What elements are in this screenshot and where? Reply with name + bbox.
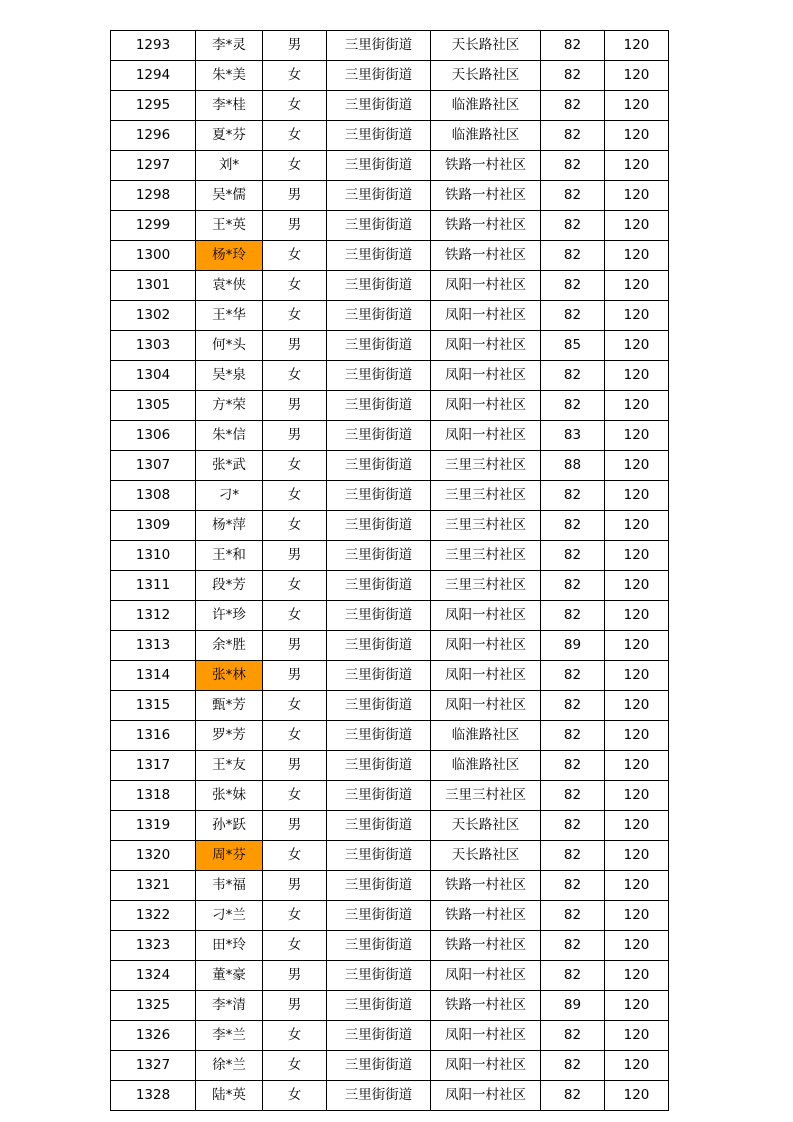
name-cell: 田*玲 — [196, 931, 263, 961]
gender-cell: 女 — [263, 481, 327, 511]
row-number-cell: 1309 — [111, 511, 196, 541]
score-cell: 85 — [541, 331, 605, 361]
gender-cell: 男 — [263, 211, 327, 241]
name-cell: 夏*芬 — [196, 121, 263, 151]
name-cell: 张*武 — [196, 451, 263, 481]
street-cell: 三里街街道 — [327, 841, 431, 871]
community-cell: 铁路一村社区 — [431, 211, 541, 241]
total-cell: 120 — [605, 541, 669, 571]
name-cell: 王*和 — [196, 541, 263, 571]
roster-table-body — [111, 31, 669, 1111]
total-cell: 120 — [605, 1051, 669, 1081]
row-number-cell: 1298 — [111, 181, 196, 211]
street-cell: 三里街街道 — [327, 691, 431, 721]
street-cell: 三里街街道 — [327, 721, 431, 751]
street-cell: 三里街街道 — [327, 181, 431, 211]
score-cell: 82 — [541, 661, 605, 691]
gender-cell: 女 — [263, 271, 327, 301]
total-cell: 120 — [605, 601, 669, 631]
row-number-cell: 1323 — [111, 931, 196, 961]
score-cell: 82 — [541, 571, 605, 601]
street-cell: 三里街街道 — [327, 151, 431, 181]
score-cell: 82 — [541, 841, 605, 871]
score-cell: 82 — [541, 211, 605, 241]
score-cell: 82 — [541, 1021, 605, 1051]
score-cell: 89 — [541, 991, 605, 1021]
street-cell: 三里街街道 — [327, 61, 431, 91]
row-number-cell: 1307 — [111, 451, 196, 481]
street-cell: 三里街街道 — [327, 301, 431, 331]
community-cell: 凤阳一村社区 — [431, 271, 541, 301]
street-cell: 三里街街道 — [327, 991, 431, 1021]
score-cell: 82 — [541, 751, 605, 781]
gender-cell: 男 — [263, 181, 327, 211]
table-row — [111, 121, 669, 151]
row-number-cell: 1316 — [111, 721, 196, 751]
score-cell: 82 — [541, 31, 605, 61]
table-row — [111, 451, 669, 481]
row-number-cell: 1310 — [111, 541, 196, 571]
table-row — [111, 601, 669, 631]
table-row — [111, 241, 669, 271]
score-cell: 82 — [541, 271, 605, 301]
community-cell: 天长路社区 — [431, 61, 541, 91]
total-cell: 120 — [605, 391, 669, 421]
table-row — [111, 61, 669, 91]
community-cell: 临淮路社区 — [431, 91, 541, 121]
community-cell: 凤阳一村社区 — [431, 961, 541, 991]
total-cell: 120 — [605, 691, 669, 721]
community-cell: 三里三村社区 — [431, 481, 541, 511]
score-cell: 88 — [541, 451, 605, 481]
row-number-cell: 1297 — [111, 151, 196, 181]
community-cell: 三里三村社区 — [431, 451, 541, 481]
gender-cell: 女 — [263, 931, 327, 961]
name-cell: 杨*玲 — [196, 241, 263, 271]
score-cell: 82 — [541, 151, 605, 181]
total-cell: 120 — [605, 781, 669, 811]
score-cell: 82 — [541, 181, 605, 211]
street-cell: 三里街街道 — [327, 331, 431, 361]
gender-cell: 男 — [263, 661, 327, 691]
table-row — [111, 1081, 669, 1111]
community-cell: 三里三村社区 — [431, 571, 541, 601]
gender-cell: 女 — [263, 781, 327, 811]
total-cell: 120 — [605, 481, 669, 511]
name-cell: 王*友 — [196, 751, 263, 781]
table-row — [111, 421, 669, 451]
street-cell: 三里街街道 — [327, 121, 431, 151]
total-cell: 120 — [605, 151, 669, 181]
street-cell: 三里街街道 — [327, 31, 431, 61]
name-cell: 甄*芳 — [196, 691, 263, 721]
row-number-cell: 1328 — [111, 1081, 196, 1111]
gender-cell: 男 — [263, 421, 327, 451]
score-cell: 82 — [541, 541, 605, 571]
score-cell: 82 — [541, 781, 605, 811]
community-cell: 凤阳一村社区 — [431, 1051, 541, 1081]
gender-cell: 女 — [263, 121, 327, 151]
gender-cell: 女 — [263, 361, 327, 391]
name-cell: 方*荣 — [196, 391, 263, 421]
street-cell: 三里街街道 — [327, 571, 431, 601]
community-cell: 三里三村社区 — [431, 541, 541, 571]
gender-cell: 男 — [263, 751, 327, 781]
table-row — [111, 691, 669, 721]
name-cell: 孙*跃 — [196, 811, 263, 841]
name-cell: 李*兰 — [196, 1021, 263, 1051]
name-cell: 陆*英 — [196, 1081, 263, 1111]
street-cell: 三里街街道 — [327, 241, 431, 271]
community-cell: 铁路一村社区 — [431, 241, 541, 271]
row-number-cell: 1314 — [111, 661, 196, 691]
total-cell: 120 — [605, 301, 669, 331]
table-row — [111, 181, 669, 211]
street-cell: 三里街街道 — [327, 631, 431, 661]
table-row — [111, 931, 669, 961]
table-row — [111, 271, 669, 301]
row-number-cell: 1318 — [111, 781, 196, 811]
gender-cell: 女 — [263, 91, 327, 121]
total-cell: 120 — [605, 871, 669, 901]
name-cell: 王*华 — [196, 301, 263, 331]
name-cell: 李*清 — [196, 991, 263, 1021]
street-cell: 三里街街道 — [327, 871, 431, 901]
gender-cell: 女 — [263, 1021, 327, 1051]
table-row — [111, 481, 669, 511]
street-cell: 三里街街道 — [327, 931, 431, 961]
roster-table — [110, 30, 669, 1111]
total-cell: 120 — [605, 1081, 669, 1111]
table-row — [111, 841, 669, 871]
score-cell: 89 — [541, 631, 605, 661]
name-cell: 余*胜 — [196, 631, 263, 661]
gender-cell: 男 — [263, 541, 327, 571]
name-cell: 徐*兰 — [196, 1051, 263, 1081]
street-cell: 三里街街道 — [327, 961, 431, 991]
total-cell: 120 — [605, 961, 669, 991]
total-cell: 120 — [605, 841, 669, 871]
score-cell: 82 — [541, 61, 605, 91]
total-cell: 120 — [605, 271, 669, 301]
row-number-cell: 1302 — [111, 301, 196, 331]
total-cell: 120 — [605, 901, 669, 931]
gender-cell: 男 — [263, 871, 327, 901]
community-cell: 凤阳一村社区 — [431, 301, 541, 331]
street-cell: 三里街街道 — [327, 361, 431, 391]
table-row — [111, 901, 669, 931]
total-cell: 120 — [605, 931, 669, 961]
gender-cell: 女 — [263, 511, 327, 541]
row-number-cell: 1293 — [111, 31, 196, 61]
table-row — [111, 631, 669, 661]
table-row — [111, 661, 669, 691]
table-row — [111, 721, 669, 751]
row-number-cell: 1296 — [111, 121, 196, 151]
community-cell: 铁路一村社区 — [431, 931, 541, 961]
total-cell: 120 — [605, 631, 669, 661]
score-cell: 82 — [541, 361, 605, 391]
name-cell: 李*桂 — [196, 91, 263, 121]
name-cell: 刁*兰 — [196, 901, 263, 931]
table-row — [111, 301, 669, 331]
total-cell: 120 — [605, 91, 669, 121]
community-cell: 临淮路社区 — [431, 721, 541, 751]
name-cell: 张*妹 — [196, 781, 263, 811]
community-cell: 临淮路社区 — [431, 751, 541, 781]
street-cell: 三里街街道 — [327, 421, 431, 451]
row-number-cell: 1320 — [111, 841, 196, 871]
total-cell: 120 — [605, 511, 669, 541]
community-cell: 临淮路社区 — [431, 121, 541, 151]
row-number-cell: 1325 — [111, 991, 196, 1021]
row-number-cell: 1299 — [111, 211, 196, 241]
total-cell: 120 — [605, 1021, 669, 1051]
table-row — [111, 961, 669, 991]
table-row — [111, 151, 669, 181]
table-row — [111, 31, 669, 61]
total-cell: 120 — [605, 751, 669, 781]
community-cell: 铁路一村社区 — [431, 901, 541, 931]
score-cell: 82 — [541, 481, 605, 511]
table-row — [111, 1051, 669, 1081]
street-cell: 三里街街道 — [327, 481, 431, 511]
score-cell: 82 — [541, 391, 605, 421]
table-row — [111, 1021, 669, 1051]
total-cell: 120 — [605, 211, 669, 241]
gender-cell: 女 — [263, 721, 327, 751]
street-cell: 三里街街道 — [327, 271, 431, 301]
row-number-cell: 1319 — [111, 811, 196, 841]
name-cell: 吴*儒 — [196, 181, 263, 211]
gender-cell: 男 — [263, 631, 327, 661]
table-row — [111, 391, 669, 421]
community-cell: 铁路一村社区 — [431, 871, 541, 901]
total-cell: 120 — [605, 61, 669, 91]
score-cell: 82 — [541, 1051, 605, 1081]
score-cell: 82 — [541, 811, 605, 841]
total-cell: 120 — [605, 31, 669, 61]
table-row — [111, 751, 669, 781]
street-cell: 三里街街道 — [327, 391, 431, 421]
row-number-cell: 1305 — [111, 391, 196, 421]
community-cell: 凤阳一村社区 — [431, 601, 541, 631]
gender-cell: 女 — [263, 901, 327, 931]
gender-cell: 女 — [263, 151, 327, 181]
table-row — [111, 991, 669, 1021]
gender-cell: 女 — [263, 451, 327, 481]
table-row — [111, 361, 669, 391]
street-cell: 三里街街道 — [327, 601, 431, 631]
table-row — [111, 511, 669, 541]
total-cell: 120 — [605, 451, 669, 481]
name-cell: 朱*美 — [196, 61, 263, 91]
street-cell: 三里街街道 — [327, 781, 431, 811]
score-cell: 82 — [541, 721, 605, 751]
row-number-cell: 1303 — [111, 331, 196, 361]
score-cell: 82 — [541, 691, 605, 721]
community-cell: 天长路社区 — [431, 811, 541, 841]
gender-cell: 女 — [263, 691, 327, 721]
score-cell: 82 — [541, 961, 605, 991]
name-cell: 李*灵 — [196, 31, 263, 61]
gender-cell: 女 — [263, 1051, 327, 1081]
row-number-cell: 1327 — [111, 1051, 196, 1081]
street-cell: 三里街街道 — [327, 1021, 431, 1051]
total-cell: 120 — [605, 811, 669, 841]
community-cell: 铁路一村社区 — [431, 991, 541, 1021]
total-cell: 120 — [605, 661, 669, 691]
score-cell: 82 — [541, 241, 605, 271]
table-row — [111, 571, 669, 601]
gender-cell: 女 — [263, 301, 327, 331]
table-row — [111, 871, 669, 901]
name-cell: 周*芬 — [196, 841, 263, 871]
gender-cell: 男 — [263, 331, 327, 361]
community-cell: 凤阳一村社区 — [431, 421, 541, 451]
table-row — [111, 811, 669, 841]
street-cell: 三里街街道 — [327, 751, 431, 781]
row-number-cell: 1326 — [111, 1021, 196, 1051]
total-cell: 120 — [605, 991, 669, 1021]
total-cell: 120 — [605, 421, 669, 451]
community-cell: 凤阳一村社区 — [431, 1021, 541, 1051]
score-cell: 83 — [541, 421, 605, 451]
name-cell: 朱*信 — [196, 421, 263, 451]
row-number-cell: 1317 — [111, 751, 196, 781]
table-row — [111, 211, 669, 241]
community-cell: 凤阳一村社区 — [431, 691, 541, 721]
name-cell: 段*芳 — [196, 571, 263, 601]
score-cell: 82 — [541, 301, 605, 331]
name-cell: 刘* — [196, 151, 263, 181]
street-cell: 三里街街道 — [327, 451, 431, 481]
street-cell: 三里街街道 — [327, 661, 431, 691]
name-cell: 韦*福 — [196, 871, 263, 901]
gender-cell: 男 — [263, 391, 327, 421]
name-cell: 王*英 — [196, 211, 263, 241]
community-cell: 天长路社区 — [431, 841, 541, 871]
community-cell: 凤阳一村社区 — [431, 631, 541, 661]
street-cell: 三里街街道 — [327, 511, 431, 541]
name-cell: 董*豪 — [196, 961, 263, 991]
score-cell: 82 — [541, 1081, 605, 1111]
total-cell: 120 — [605, 361, 669, 391]
row-number-cell: 1321 — [111, 871, 196, 901]
row-number-cell: 1294 — [111, 61, 196, 91]
score-cell: 82 — [541, 511, 605, 541]
name-cell: 刁* — [196, 481, 263, 511]
community-cell: 凤阳一村社区 — [431, 1081, 541, 1111]
row-number-cell: 1304 — [111, 361, 196, 391]
street-cell: 三里街街道 — [327, 541, 431, 571]
row-number-cell: 1312 — [111, 601, 196, 631]
table-row — [111, 541, 669, 571]
community-cell: 三里三村社区 — [431, 511, 541, 541]
score-cell: 82 — [541, 601, 605, 631]
street-cell: 三里街街道 — [327, 1051, 431, 1081]
row-number-cell: 1313 — [111, 631, 196, 661]
community-cell: 凤阳一村社区 — [431, 361, 541, 391]
name-cell: 张*林 — [196, 661, 263, 691]
street-cell: 三里街街道 — [327, 91, 431, 121]
score-cell: 82 — [541, 91, 605, 121]
community-cell: 凤阳一村社区 — [431, 331, 541, 361]
name-cell: 袁*侠 — [196, 271, 263, 301]
name-cell: 吴*泉 — [196, 361, 263, 391]
community-cell: 铁路一村社区 — [431, 151, 541, 181]
gender-cell: 男 — [263, 991, 327, 1021]
name-cell: 罗*芳 — [196, 721, 263, 751]
name-cell: 何*头 — [196, 331, 263, 361]
gender-cell: 女 — [263, 1081, 327, 1111]
row-number-cell: 1300 — [111, 241, 196, 271]
total-cell: 120 — [605, 121, 669, 151]
gender-cell: 男 — [263, 961, 327, 991]
total-cell: 120 — [605, 181, 669, 211]
score-cell: 82 — [541, 901, 605, 931]
score-cell: 82 — [541, 121, 605, 151]
row-number-cell: 1311 — [111, 571, 196, 601]
community-cell: 铁路一村社区 — [431, 181, 541, 211]
total-cell: 120 — [605, 331, 669, 361]
street-cell: 三里街街道 — [327, 1081, 431, 1111]
row-number-cell: 1315 — [111, 691, 196, 721]
gender-cell: 女 — [263, 241, 327, 271]
total-cell: 120 — [605, 241, 669, 271]
community-cell: 天长路社区 — [431, 31, 541, 61]
table-row — [111, 331, 669, 361]
street-cell: 三里街街道 — [327, 211, 431, 241]
community-cell: 凤阳一村社区 — [431, 391, 541, 421]
name-cell: 杨*萍 — [196, 511, 263, 541]
community-cell: 凤阳一村社区 — [431, 661, 541, 691]
gender-cell: 女 — [263, 571, 327, 601]
gender-cell: 男 — [263, 31, 327, 61]
row-number-cell: 1308 — [111, 481, 196, 511]
score-cell: 82 — [541, 931, 605, 961]
row-number-cell: 1301 — [111, 271, 196, 301]
row-number-cell: 1322 — [111, 901, 196, 931]
row-number-cell: 1306 — [111, 421, 196, 451]
row-number-cell: 1295 — [111, 91, 196, 121]
gender-cell: 女 — [263, 841, 327, 871]
street-cell: 三里街街道 — [327, 901, 431, 931]
name-cell: 许*珍 — [196, 601, 263, 631]
total-cell: 120 — [605, 721, 669, 751]
gender-cell: 男 — [263, 811, 327, 841]
gender-cell: 女 — [263, 601, 327, 631]
score-cell: 82 — [541, 871, 605, 901]
gender-cell: 女 — [263, 61, 327, 91]
table-row — [111, 781, 669, 811]
table-row — [111, 91, 669, 121]
community-cell: 三里三村社区 — [431, 781, 541, 811]
street-cell: 三里街街道 — [327, 811, 431, 841]
row-number-cell: 1324 — [111, 961, 196, 991]
total-cell: 120 — [605, 571, 669, 601]
